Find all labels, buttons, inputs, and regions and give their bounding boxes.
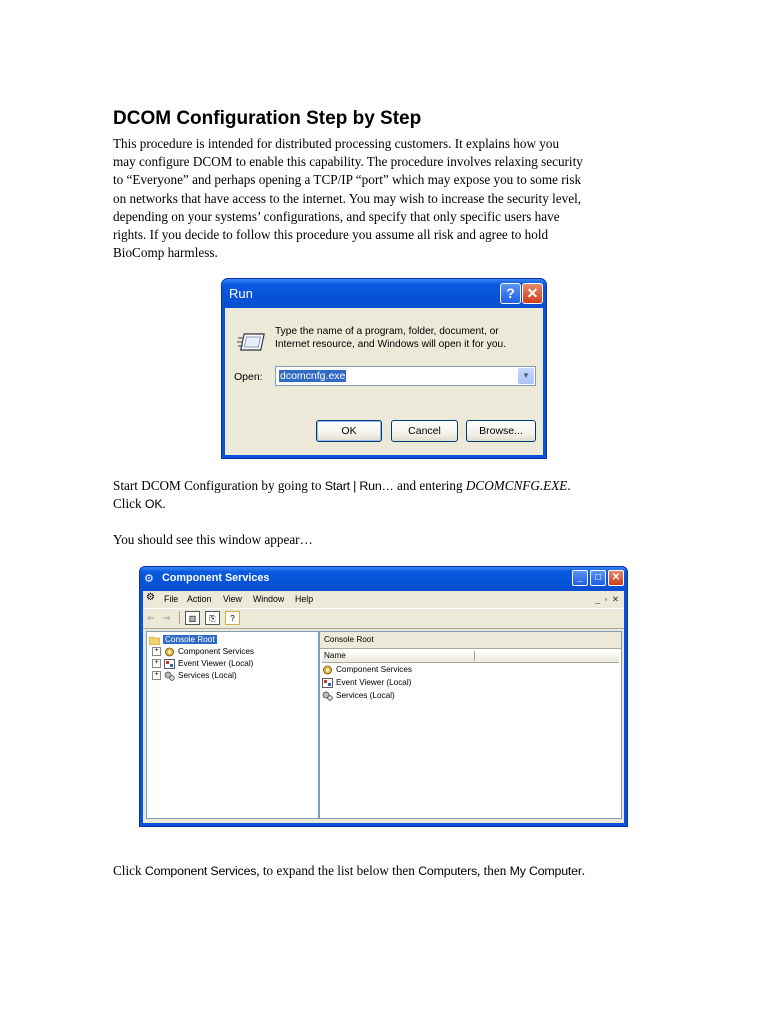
browse-button[interactable]: Browse... — [466, 420, 536, 442]
intro-line: may configure DCOM to enable this capability. The procedure involves relaxing security — [113, 154, 583, 170]
step1-paragraph — [113, 477, 658, 513]
column-header-name[interactable]: Name — [324, 651, 346, 660]
menu-help[interactable]: Help — [295, 594, 314, 604]
run-dialog — [221, 278, 547, 459]
close-button[interactable]: ✕ — [522, 283, 543, 304]
ok-reference: OK — [144, 497, 163, 512]
list-item[interactable] — [322, 664, 412, 676]
tree-item-component-services[interactable] — [152, 646, 254, 658]
step1-text: . — [567, 478, 571, 493]
step2-paragraph: You should see this window appear… — [113, 532, 313, 547]
ok-button[interactable]: OK — [316, 420, 382, 442]
menu-view[interactable]: View — [223, 594, 242, 604]
tree-item-label: Services (Local) — [178, 671, 237, 680]
tree-item-services[interactable] — [152, 670, 237, 682]
open-label: Open: — [234, 371, 263, 383]
export-list-icon[interactable]: ⎘ — [205, 611, 220, 625]
expand-icon[interactable]: + — [152, 671, 161, 680]
show-hide-tree-icon[interactable]: ▥ — [185, 611, 200, 625]
component-services-icon: ⚙ — [144, 573, 154, 585]
details-pane — [319, 631, 622, 819]
toolbar — [143, 608, 624, 629]
computers-reference: Computers — [418, 864, 477, 878]
run-message-line: Internet resource, and Windows will open it for you. — [275, 339, 507, 350]
open-input-value[interactable]: dcomcnfg.exe — [280, 370, 346, 382]
step3-text: Click — [113, 863, 145, 878]
column-separator[interactable] — [474, 651, 475, 661]
step1-text: Click — [113, 496, 145, 512]
component-services-window — [139, 566, 628, 827]
my-computer-reference: My Computer — [509, 864, 582, 878]
mdi-controls[interactable]: _ ▫ ✕ — [595, 594, 620, 604]
cs-window-title: Component Services — [162, 572, 270, 584]
component-services-icon — [164, 647, 175, 657]
list-item-label: Services (Local) — [336, 691, 395, 700]
tree-pane — [146, 631, 319, 819]
list-item-label: Event Viewer (Local) — [336, 678, 412, 687]
intro-line: rights. If you decide to follow this procedure you assume all risk and agree to hold — [113, 227, 549, 243]
step3-text: , to expand the list below then — [256, 863, 419, 878]
tree-item-label: Event Viewer (Local) — [178, 659, 254, 668]
run-message-line: Type the name of a program, folder, document, or — [275, 326, 499, 337]
step3-text: , then — [477, 863, 510, 878]
step1-text: . — [162, 496, 166, 512]
menu-action[interactable]: Action — [187, 594, 212, 604]
step1-text: Start DCOM Configuration by going to — [113, 478, 325, 493]
step3-text: . — [581, 863, 586, 878]
menu-path: Start | Run… — [324, 479, 394, 493]
command-name: DCOMCNFG.EXE — [465, 478, 568, 493]
folder-icon — [149, 635, 160, 645]
step1-line2 — [113, 495, 658, 513]
event-viewer-icon — [164, 659, 175, 669]
tree-item-label: Component Services — [178, 647, 254, 656]
menu-window[interactable]: Window — [253, 594, 285, 604]
maximize-button[interactable]: □ — [590, 570, 606, 586]
services-gear-icon — [322, 691, 333, 701]
step1-text: and entering — [393, 478, 466, 493]
menu-file[interactable]: File — [164, 594, 179, 604]
intro-line: depending on your systems’ configurations, and specify that only specific users have — [113, 208, 560, 224]
expand-icon[interactable]: + — [152, 659, 161, 668]
toolbar-separator — [179, 611, 180, 624]
tree-item-event-viewer[interactable] — [152, 658, 253, 670]
tree-root-label: Console Root — [165, 635, 215, 644]
details-header: Console Root — [320, 632, 621, 649]
run-dialog-title: Run — [229, 286, 253, 301]
run-instructions — [275, 325, 525, 351]
expand-icon[interactable]: + — [152, 647, 161, 656]
open-combobox[interactable] — [275, 366, 536, 386]
forward-arrow-icon[interactable]: ⇒ — [163, 613, 171, 623]
intro-line: BioComp harmless. — [113, 245, 218, 261]
close-button[interactable]: ✕ — [608, 570, 624, 586]
run-title-bar — [222, 279, 546, 308]
help-button[interactable]: ? — [500, 283, 521, 304]
document-title: DCOM Configuration Step by Step — [113, 108, 422, 129]
services-gear-icon — [164, 671, 175, 681]
minimize-button[interactable]: _ — [572, 570, 588, 586]
console-gear-icon[interactable]: ⚙ — [146, 592, 155, 603]
cs-title-bar — [140, 567, 627, 591]
intro-line: This procedure is intended for distributed processing customers. It explains how you — [113, 136, 560, 151]
step1-line1 — [113, 477, 658, 495]
intro-line: on networks that have access to the internet. You may wish to increase the security level, — [113, 190, 582, 206]
step3-paragraph — [113, 862, 658, 880]
help-topic-icon[interactable]: ? — [225, 611, 240, 625]
component-services-reference: Component Services — [144, 864, 257, 878]
component-services-icon — [322, 665, 333, 675]
run-program-icon — [237, 330, 267, 356]
back-arrow-icon[interactable]: ⇐ — [147, 613, 155, 623]
cs-client-area — [143, 591, 624, 823]
run-dialog-body — [225, 308, 543, 455]
cancel-button[interactable]: Cancel — [391, 420, 458, 442]
column-header-row — [322, 650, 619, 663]
chevron-down-icon[interactable]: ▼ — [518, 368, 534, 384]
menu-bar — [143, 591, 624, 608]
list-item[interactable] — [322, 677, 411, 689]
list-item[interactable] — [322, 690, 395, 702]
intro-line: to “Everyone” and perhaps opening a TCP/IP “port” which may expose you to some risk — [113, 172, 582, 188]
event-viewer-icon — [322, 678, 333, 688]
list-item-label: Component Services — [336, 665, 412, 674]
intro-paragraph — [113, 135, 658, 262]
tree-root[interactable] — [149, 634, 217, 646]
